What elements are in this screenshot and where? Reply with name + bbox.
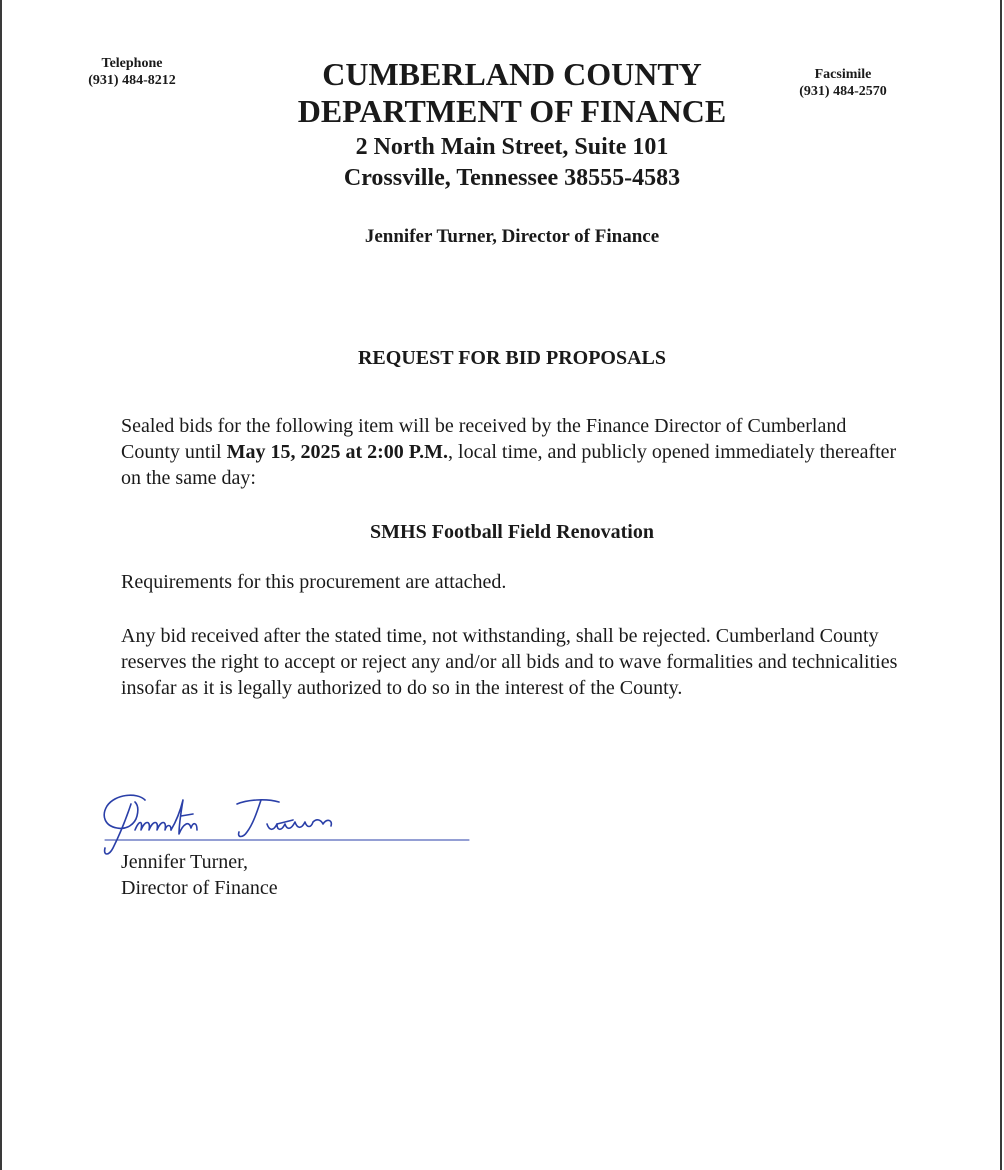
facsimile-block [780,66,906,100]
address-line-1: 2 North Main Street, Suite 101 [355,134,669,160]
requirements-paragraph: Requirements for this procurement are attached. [121,571,507,593]
facsimile-number: (931) 484-2570 [799,84,887,99]
intro-paragraph [121,413,901,491]
terms-paragraph: Any bid received after the stated time, not withstanding, shall be rejected. Cumberland County reserves the right to accept or reject any and/or all bids and to wave formalities and technicalities insofar as it is legally authorized to do so in the interest of the County. [121,625,898,699]
county-name: CUMBERLAND COUNTY [322,56,702,92]
telephone-block [72,55,192,89]
signatory-name: Jennifer Turner, [121,851,248,873]
address-line-2: Crossville, Tennessee 38555-4583 [343,165,681,191]
telephone-number: (931) 484-8212 [88,73,176,88]
facsimile-label: Facsimile [814,67,872,82]
telephone-label: Telephone [101,56,163,71]
bid-deadline: May 15, 2025 at 2:00 P.M. [226,441,449,463]
bid-item-title: SMHS Football Field Renovation [370,521,654,543]
signatory-title: Director of Finance [121,877,278,899]
intro-text-after: , local time, and publicly opened immediately thereafter on the same day: [121,441,897,489]
director-line: Jennifer Turner, Director of Finance [364,226,660,247]
department-name: DEPARTMENT OF FINANCE [297,93,727,129]
notice-heading: REQUEST FOR BID PROPOSALS [357,347,667,369]
intro-text-before: Sealed bids for the following item will be received by the Finance Director of Cumberland County until [121,415,847,463]
